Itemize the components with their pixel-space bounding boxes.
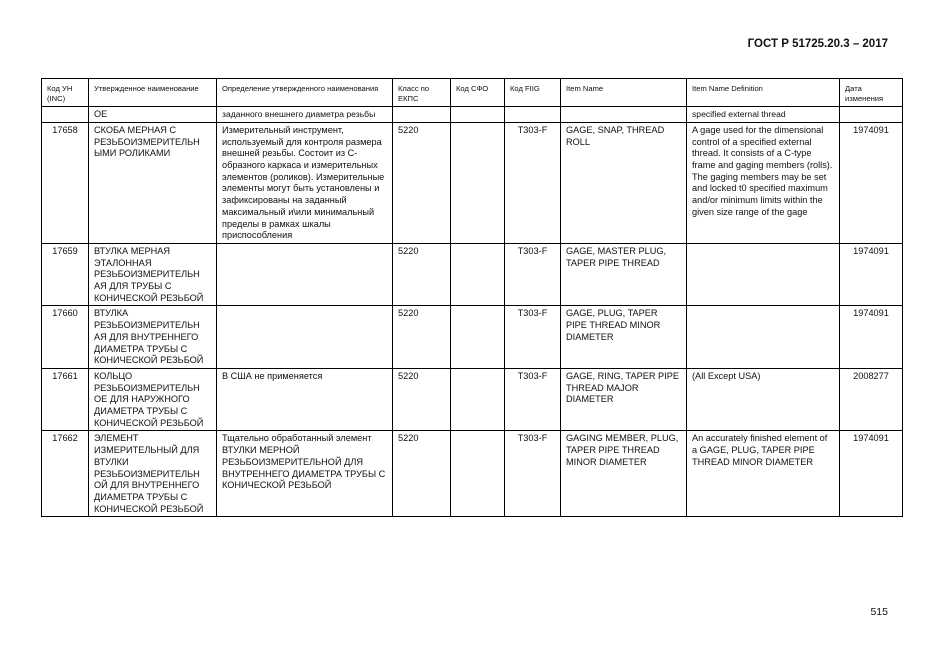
table-row [42, 306, 903, 369]
cell-name: ОЕ [89, 107, 217, 123]
cell-sfo [451, 431, 505, 517]
column-header-fiig: Код FIIG [505, 79, 561, 107]
cell-inc: 17659 [42, 243, 89, 306]
cell-definition: заданного внешнего диаметра резьбы [217, 107, 393, 123]
column-header-sfo: Код СФО [451, 79, 505, 107]
cell-item-definition [687, 306, 840, 369]
cell-fiig: T303-F [505, 368, 561, 431]
cell-item-definition: (All Except USA) [687, 368, 840, 431]
cell-sfo [451, 122, 505, 243]
cell-item-name: GAGE, SNAP, THREAD ROLL [561, 122, 687, 243]
table-row-continuation [42, 107, 903, 123]
cell-item-name [561, 107, 687, 123]
cell-date: 1974091 [840, 431, 903, 517]
cell-class: 5220 [393, 243, 451, 306]
cell-sfo [451, 368, 505, 431]
cell-date: 1974091 [840, 306, 903, 369]
cell-definition: Тщательно обработанный элемент ВТУЛКИ МЕРНОЙ РЕЗЬБОИЗМЕРИТЕЛЬНОЙ ДЛЯ ВНУТРЕННЕГО ДИАМЕТРА ТРУБЫ С КОНИЧЕСКОЙ РЕЗЬБОЙ [217, 431, 393, 517]
catalog-table [41, 78, 903, 517]
cell-fiig [505, 107, 561, 123]
cell-definition: Измерительный инструмент, используемый для контроля размера внешней резьбы. Состоит из С-образного каркаса и измерительных элементов (роликов). Измерительные элементы могут быть установлены и зафиксированы на заданный максимальный и\или минимальный пределы в рамках шкалы приспособления [217, 122, 393, 243]
cell-name: ВТУЛКА РЕЗЬБОИЗМЕРИТЕЛЬН АЯ ДЛЯ ВНУТРЕННЕГО ДИАМЕТРА ТРУБЫ С КОНИЧЕСКОЙ РЕЗЬБОЙ [89, 306, 217, 369]
cell-item-definition: specified external thread [687, 107, 840, 123]
column-header-item-name: Item Name [561, 79, 687, 107]
cell-item-definition [687, 243, 840, 306]
cell-class: 5220 [393, 368, 451, 431]
cell-fiig: T303-F [505, 306, 561, 369]
cell-item-name: GAGE, RING, TAPER PIPE THREAD MAJOR DIAMETER [561, 368, 687, 431]
column-header-inc: Код УН (INC) [42, 79, 89, 107]
cell-class: 5220 [393, 431, 451, 517]
cell-fiig: T303-F [505, 431, 561, 517]
cell-name: КОЛЬЦО РЕЗЬБОИЗМЕРИТЕЛЬН ОЕ ДЛЯ НАРУЖНОГО ДИАМЕТРА ТРУБЫ С КОНИЧЕСКОЙ РЕЗЬБОЙ [89, 368, 217, 431]
cell-sfo [451, 306, 505, 369]
cell-fiig: T303-F [505, 122, 561, 243]
cell-sfo [451, 243, 505, 306]
column-header-date: Дата изменения [840, 79, 903, 107]
cell-class [393, 107, 451, 123]
cell-name: СКОБА МЕРНАЯ С РЕЗЬБОИЗМЕРИТЕЛЬН ЫМИ РОЛИКАМИ [89, 122, 217, 243]
cell-inc: 17658 [42, 122, 89, 243]
cell-item-name: GAGE, PLUG, TAPER PIPE THREAD MINOR DIAMETER [561, 306, 687, 369]
cell-item-name: GAGING MEMBER, PLUG, TAPER PIPE THREAD MINOR DIAMETER [561, 431, 687, 517]
cell-item-definition: An accurately finished element of a GAGE, PLUG, TAPER PIPE THREAD MINOR DIAMETER [687, 431, 840, 517]
cell-date: 1974091 [840, 122, 903, 243]
column-header-item-definition: Item Name Definition [687, 79, 840, 107]
cell-name: ЭЛЕМЕНТ ИЗМЕРИТЕЛЬНЫЙ ДЛЯ ВТУЛКИ РЕЗЬБОИЗМЕРИТЕЛЬН ОЙ ДЛЯ ВНУТРЕННЕГО ДИАМЕТРА ТРУБЫ С КОНИЧЕСКОЙ РЕЗЬБОЙ [89, 431, 217, 517]
column-header-definition: Определение утвержденного наименования [217, 79, 393, 107]
table-row [42, 431, 903, 517]
cell-inc: 17662 [42, 431, 89, 517]
table-header-row [42, 79, 903, 107]
cell-class: 5220 [393, 306, 451, 369]
cell-class: 5220 [393, 122, 451, 243]
column-header-class: Класс по ЕКПС [393, 79, 451, 107]
cell-inc: 17660 [42, 306, 89, 369]
table-row [42, 243, 903, 306]
cell-fiig: T303-F [505, 243, 561, 306]
table-row [42, 368, 903, 431]
cell-inc: 17661 [42, 368, 89, 431]
document-header: ГОСТ Р 51725.20.3 – 2017 [747, 38, 888, 50]
cell-date [840, 107, 903, 123]
cell-definition [217, 243, 393, 306]
column-header-name: Утвержденное наименование [89, 79, 217, 107]
cell-name: ВТУЛКА МЕРНАЯ ЭТАЛОННАЯ РЕЗЬБОИЗМЕРИТЕЛЬН АЯ ДЛЯ ТРУБЫ С КОНИЧЕСКОЙ РЕЗЬБОЙ [89, 243, 217, 306]
cell-date: 2008277 [840, 368, 903, 431]
cell-sfo [451, 107, 505, 123]
cell-item-name: GAGE, MASTER PLUG, TAPER PIPE THREAD [561, 243, 687, 306]
cell-item-definition: A gage used for the dimensional control of a specified external thread. It consists of a C-type frame and gaging members (rolls). The gaging members may be set and locked t0 specified maximum and/or minimum limits within the given size range of the gage [687, 122, 840, 243]
cell-date: 1974091 [840, 243, 903, 306]
cell-definition [217, 306, 393, 369]
page-number: 515 [870, 606, 888, 618]
table-row [42, 122, 903, 243]
cell-inc [42, 107, 89, 123]
cell-definition: В США не применяется [217, 368, 393, 431]
